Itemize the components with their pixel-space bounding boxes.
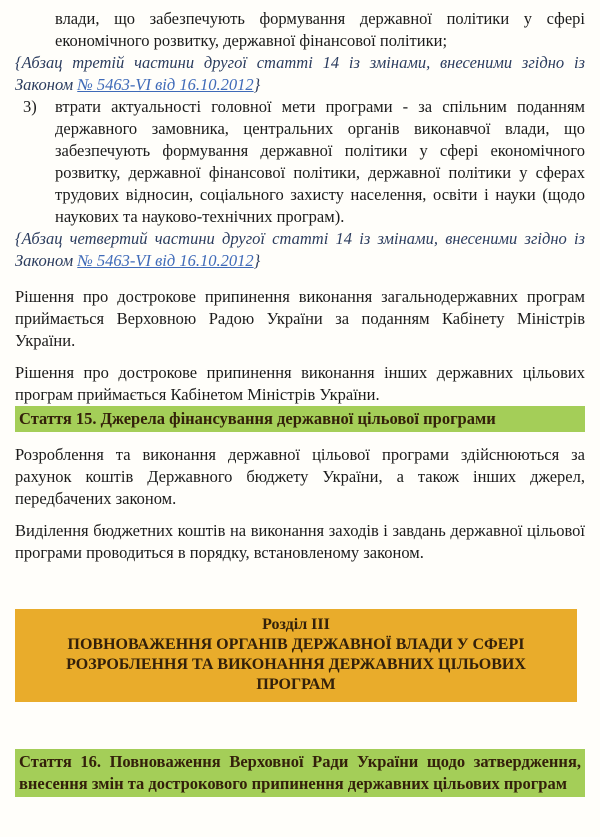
amendment-note-1 xyxy=(15,52,585,96)
amendment-note-1-closing-brace: } xyxy=(253,75,261,94)
paragraph-budget-allocation: Виділення бюджетних коштів на виконання заходів і завдань державної цільової програми проводиться в порядку, встановленому законом. xyxy=(15,521,585,562)
list-item-3-marker: 3) xyxy=(23,97,37,116)
article-16-heading: Стаття 16. Повноваження Верховної Ради України щодо затвердження, внесення змін та дострокового припинення державних цільових програм xyxy=(15,749,585,797)
list-item-3 xyxy=(15,96,585,228)
paragraph-decision-other-programs: Рішення про дострокове припинення виконання інших державних цільових програм приймається Кабінетом Міністрів України. xyxy=(15,363,585,404)
section-3-title: ПОВНОВАЖЕННЯ ОРГАНІВ ДЕРЖАВНОЇ ВЛАДИ У СФЕРІ РОЗРОБЛЕННЯ ТА ВИКОНАННЯ ДЕРЖАВНИХ ЦІЛЬОВИХ ПРОГРАМ xyxy=(66,636,526,693)
paragraph-continuation: влади, що забезпечують формування державної політики у сфері економічного розвитку, державної фінансової політики; xyxy=(55,9,585,50)
amendment-note-1-text: {Абзац третій частини другої статті 14 із змінами, внесеними згідно із Законом xyxy=(15,53,585,94)
paragraph-funding-sources: Розроблення та виконання державної цільової програми здійснюються за рахунок коштів Державного бюджету України, а також інших джерел, передбачених законом. xyxy=(15,445,585,508)
law-link-5463-1[interactable]: № 5463-VI від 16.10.2012 xyxy=(77,75,254,94)
section-3-heading xyxy=(15,609,577,702)
amendment-note-2 xyxy=(15,228,585,272)
amendment-note-2-text: {Абзац четвертий частини другої статті 14 із змінами, внесеними згідно із Законом xyxy=(15,229,585,270)
section-3-number: Розділ III xyxy=(262,616,330,633)
article-15-heading: Стаття 15. Джерела фінансування державної цільової програми xyxy=(15,406,585,432)
amendment-note-2-closing-brace: } xyxy=(253,251,261,270)
list-item-3-text: втрати актуальності головної мети програми - за спільним поданням державного замовника, центральних органів виконавчої влади, що забезпечують формування державної політики у сфері економічного розвитку, державної фінансової політики, державної політики у сферах трудових відносин, соціального захисту населення, освіти і науки (щодо наукових та науково-технічних програм). xyxy=(55,97,585,226)
paragraph-decision-national-programs: Рішення про дострокове припинення виконання загальнодержавних програм приймається Верховною Радою України за поданням Кабінету Міністрів України. xyxy=(15,287,585,350)
law-link-5463-2[interactable]: № 5463-VI від 16.10.2012 xyxy=(77,251,254,270)
